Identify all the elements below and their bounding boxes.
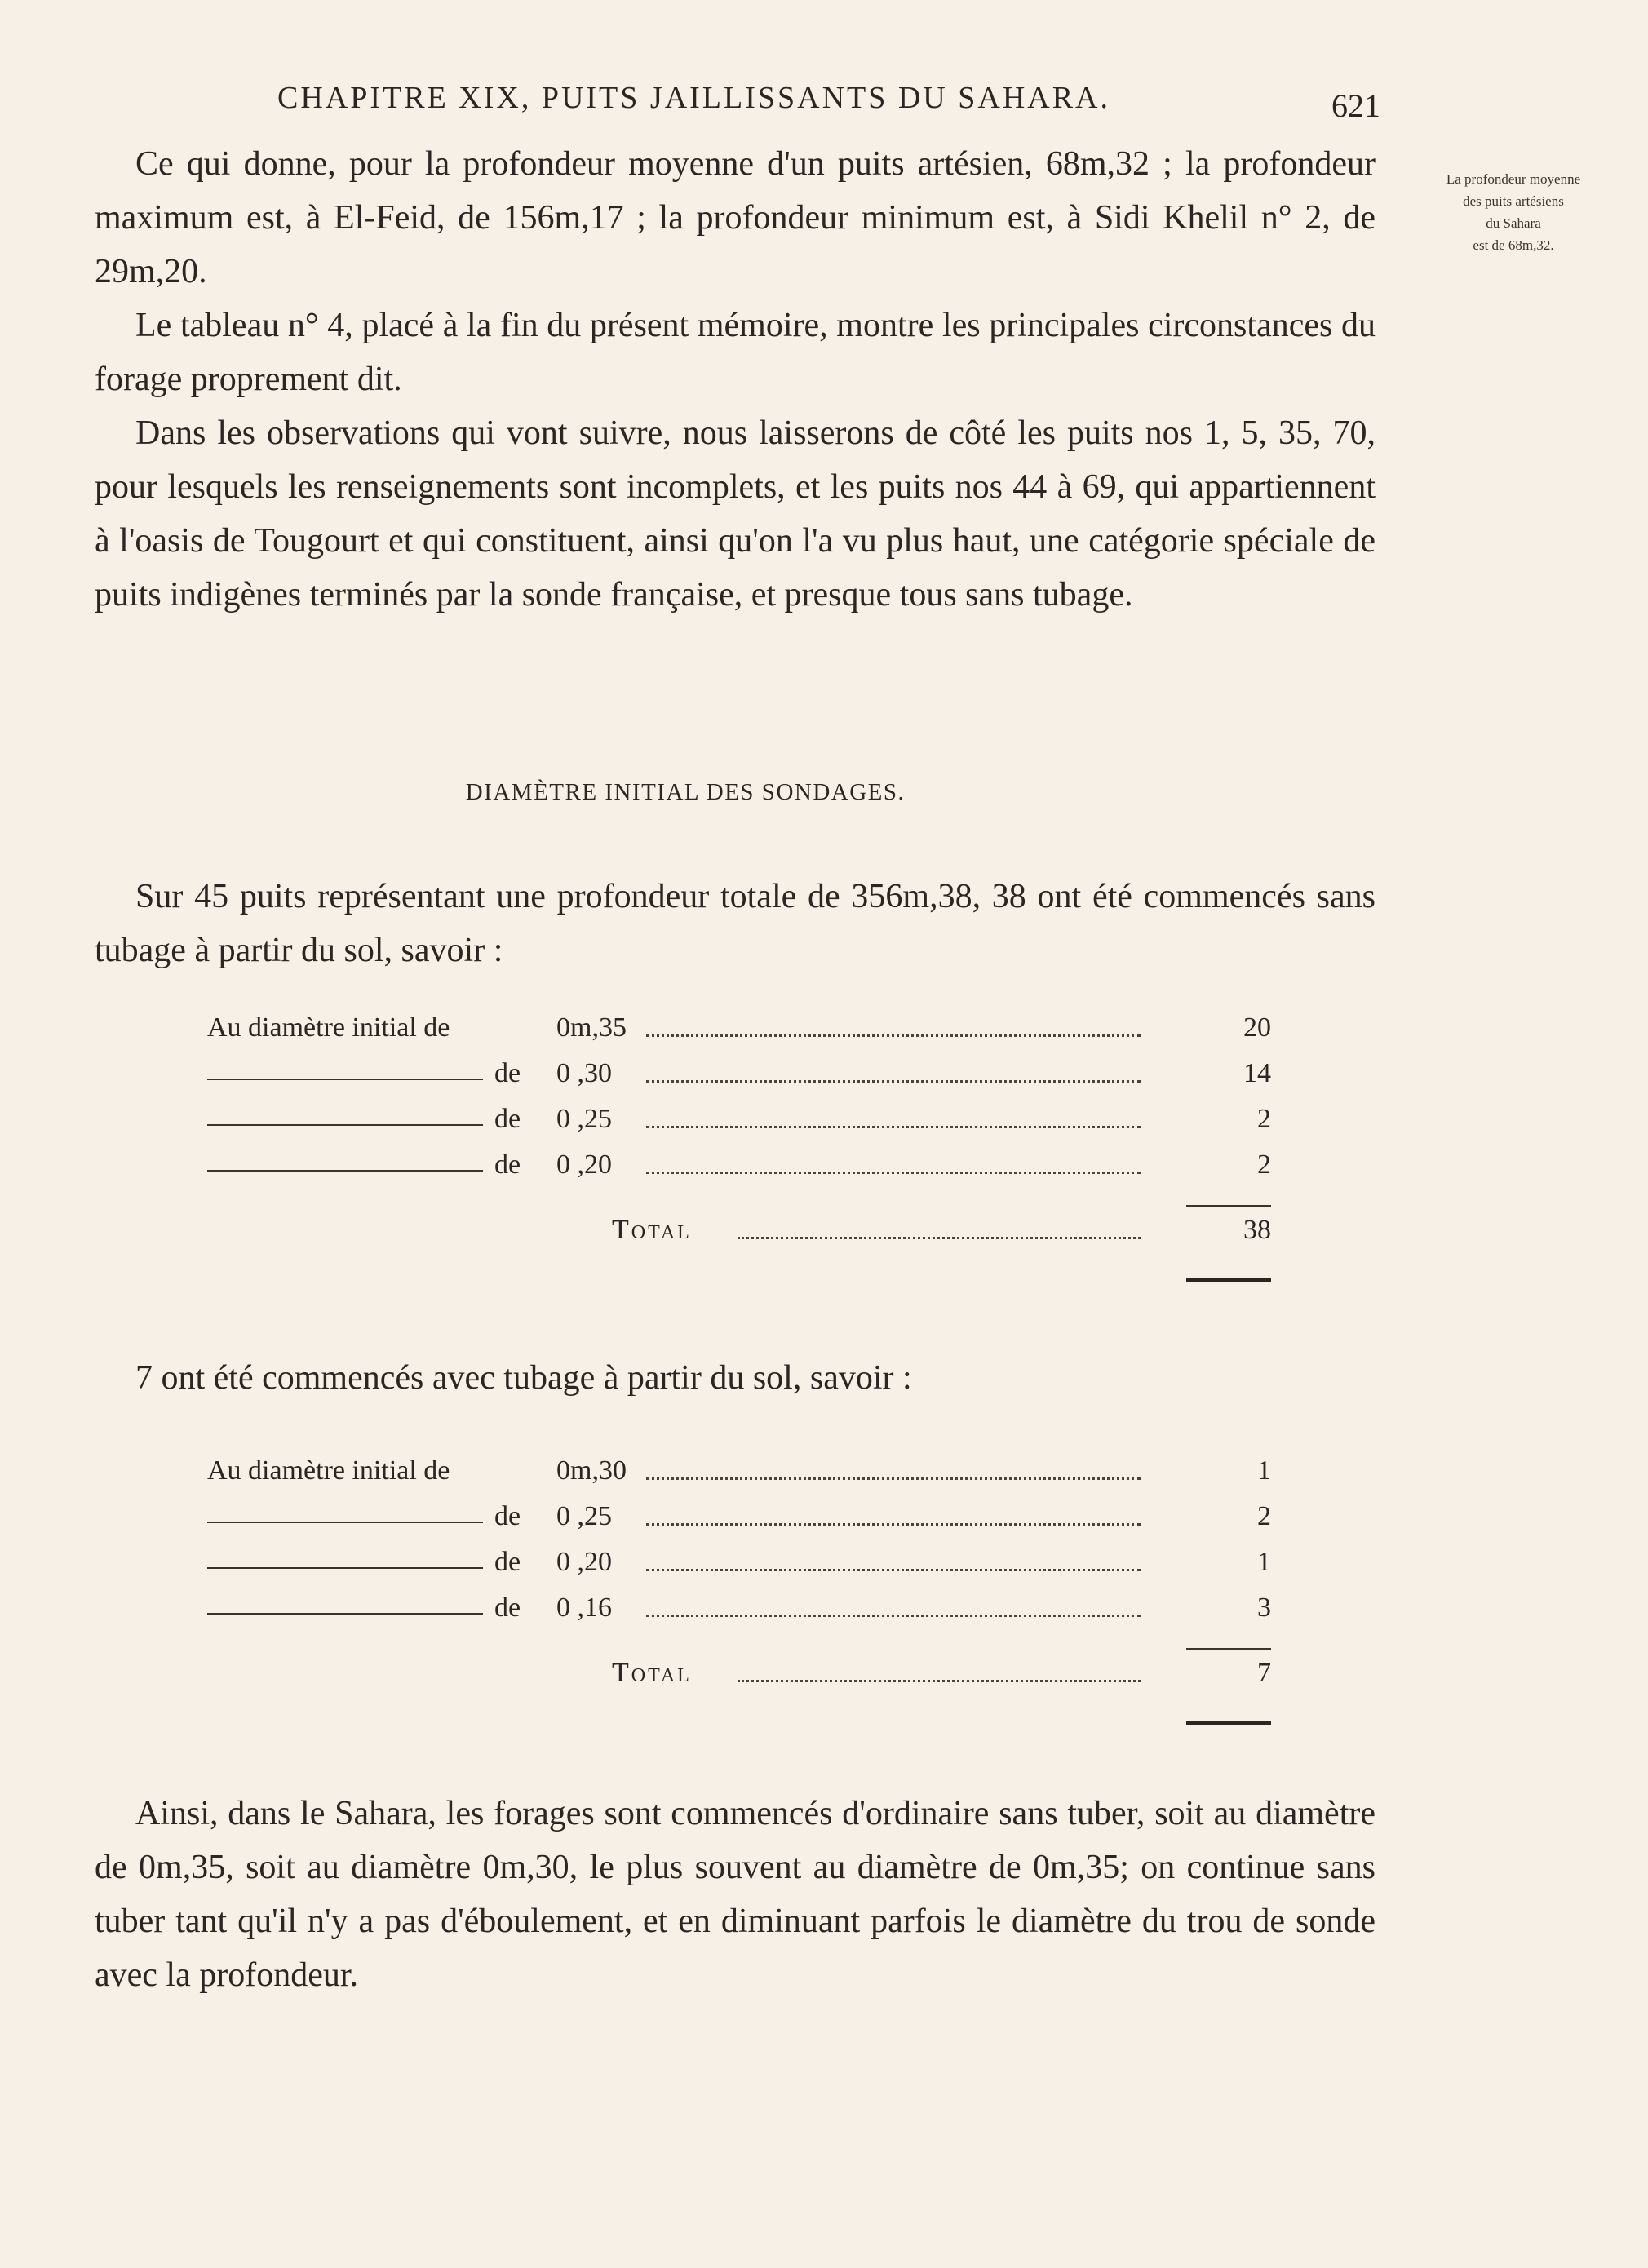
count-value: 1	[1257, 1455, 1271, 1486]
margin-note	[1387, 168, 1640, 256]
total-rule	[1186, 1205, 1271, 1207]
row-label: de	[494, 1501, 521, 1531]
table-with-casing	[207, 1455, 1271, 1725]
row-label: Au diamètre initial de	[207, 1455, 450, 1486]
table-without-casing	[207, 1012, 1271, 1282]
row-label: de	[494, 1592, 521, 1623]
dot-leader	[646, 1080, 1141, 1083]
running-title: CHAPITRE XIX, PUITS JAILLISSANTS DU SAHARA.	[277, 81, 1110, 115]
paragraph-without-casing: Sur 45 puits représentant une profondeur totale de 356m,38, 38 ont été commencés sans tubage à partir du sol, savoir :	[95, 878, 1376, 969]
margin-note-line: du Sahara	[1486, 215, 1541, 231]
dot-leader	[646, 1523, 1141, 1526]
dot-leader	[738, 1680, 1141, 1682]
section-title: DIAMÈTRE INITIAL DES SONDAGES.	[465, 779, 906, 805]
ditto-rule	[207, 1567, 483, 1569]
total-row	[207, 1215, 1271, 1260]
dot-leader	[646, 1477, 1141, 1480]
dot-leader	[646, 1126, 1141, 1128]
paragraph-depth: Ce qui donne, pour la profondeur moyenne d'un puits artésien, 68m,32 ; la profondeur maximum est, à El-Feid, de 156m,17 ; la profondeur minimum est, à Sidi Khelil n° 2, de 29m,20.	[95, 145, 1376, 290]
dot-leader	[646, 1172, 1141, 1174]
dot-leader	[738, 1237, 1141, 1239]
total-label: Total	[612, 1658, 692, 1688]
diameter-value: 0 ,20	[556, 1150, 612, 1180]
dot-leader	[646, 1615, 1141, 1617]
count-value: 2	[1257, 1501, 1271, 1531]
count-value: 1	[1257, 1547, 1271, 1577]
paragraph-conclusion: Ainsi, dans le Sahara, les forages sont commencés d'ordinaire sans tuber, soit au diamètre de 0m,35, soit au diamètre 0m,30, le plus souvent au diamètre de 0m,35; on continue sans tuber tant qu'il n'y a pas d'éboulement, et en diminuant parfois le diamètre du trou de sonde avec la profondeur.	[95, 1795, 1376, 1994]
ditto-rule	[207, 1522, 483, 1523]
total-value: 7	[1257, 1658, 1271, 1688]
total-row	[207, 1658, 1271, 1703]
diameter-value: 0 ,16	[556, 1592, 612, 1623]
row-label: de	[494, 1104, 521, 1134]
table-row	[207, 1012, 1271, 1058]
ditto-rule	[207, 1613, 483, 1615]
table-row	[207, 1104, 1271, 1150]
total-value: 38	[1243, 1215, 1271, 1245]
margin-note-line: des puits artésiens	[1463, 193, 1564, 209]
total-label: Total	[612, 1215, 692, 1245]
row-label: de	[494, 1058, 521, 1088]
row-label: de	[494, 1547, 521, 1577]
diameter-value: 0 ,25	[556, 1104, 612, 1134]
intro-text	[95, 137, 1376, 622]
row-label: Au diamètre initial de	[207, 1012, 450, 1043]
paragraph-observations: Dans les observations qui vont suivre, nous laisserons de côté les puits nos 1, 5, 35, 70, pour lesquels les renseignements sont incomplets, et les puits nos 44 à 69, qui appartiennent à l'oasis de Tougourt et qui constituent, ainsi qu'on l'a vu plus haut, une catégorie spéciale de puits indigènes terminés par la sonde française, et presque tous sans tubage.	[95, 414, 1376, 614]
paragraph-with-casing: 7 ont été commencés avec tubage à partir du sol, savoir :	[135, 1359, 912, 1397]
closing-rule	[1186, 1721, 1271, 1725]
dot-leader	[646, 1569, 1141, 1571]
count-value: 20	[1243, 1012, 1271, 1043]
margin-note-line: La profondeur moyenne	[1446, 171, 1581, 187]
ditto-rule	[207, 1170, 483, 1172]
diameter-value: 0m,35	[556, 1012, 627, 1043]
dot-leader	[646, 1034, 1141, 1037]
diameter-value: 0 ,30	[556, 1058, 612, 1088]
count-value: 2	[1257, 1150, 1271, 1180]
row-label: de	[494, 1150, 521, 1180]
page-number: 621	[1331, 87, 1380, 124]
paragraph-table-reference: Le tableau n° 4, placé à la fin du présent mémoire, montre les principales circonstances du forage proprement dit.	[95, 307, 1376, 398]
total-rule	[1186, 1648, 1271, 1650]
margin-note-line: est de 68m,32.	[1473, 237, 1554, 253]
ditto-rule	[207, 1079, 483, 1080]
table-row	[207, 1592, 1271, 1638]
count-value: 3	[1257, 1592, 1271, 1623]
closing-rule	[1186, 1278, 1271, 1282]
count-value: 14	[1243, 1058, 1271, 1088]
table-row	[207, 1501, 1271, 1547]
table-row	[207, 1150, 1271, 1195]
diameter-value: 0 ,25	[556, 1501, 612, 1531]
diameter-value: 0 ,20	[556, 1547, 612, 1577]
table-row	[207, 1547, 1271, 1592]
table-row	[207, 1455, 1271, 1501]
diameter-value: 0m,30	[556, 1455, 627, 1486]
table-row	[207, 1058, 1271, 1104]
ditto-rule	[207, 1124, 483, 1126]
count-value: 2	[1257, 1104, 1271, 1134]
